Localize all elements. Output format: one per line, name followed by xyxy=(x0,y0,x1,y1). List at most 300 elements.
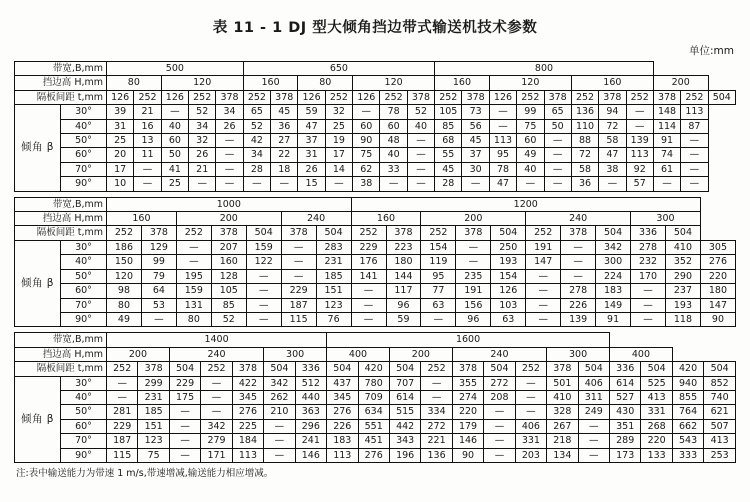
edge-height-value: 200 xyxy=(107,347,170,361)
capacity-value: — xyxy=(489,119,516,133)
edge-height-value: 240 xyxy=(452,347,546,361)
capacity-value: — xyxy=(264,448,295,462)
capacity-value: 72 xyxy=(599,119,626,133)
capacity-value: — xyxy=(353,105,380,119)
capacity-value: 73 xyxy=(462,105,489,119)
capacity-value: 113 xyxy=(626,148,653,162)
spacing-value: 252 xyxy=(201,362,232,376)
capacity-value: 90 xyxy=(700,312,735,326)
incline-angle: 90° xyxy=(61,448,107,462)
capacity-value: 299 xyxy=(138,376,169,390)
capacity-value: 99 xyxy=(141,255,176,269)
capacity-value: 328 xyxy=(547,405,578,419)
capacity-value: — xyxy=(456,240,491,254)
capacity-value: — xyxy=(216,177,243,191)
capacity-value: 855 xyxy=(672,390,703,404)
spacing-value: 378 xyxy=(281,226,316,240)
capacity-value: — xyxy=(281,269,316,283)
capacity-value: 267 xyxy=(547,419,578,433)
capacity-value: — xyxy=(246,298,281,312)
capacity-value: — xyxy=(264,419,295,433)
capacity-value: 57 xyxy=(626,177,653,191)
capacity-value: 99 xyxy=(517,105,544,119)
capacity-value: 451 xyxy=(358,434,389,448)
capacity-value: — xyxy=(681,148,708,162)
capacity-value: 21 xyxy=(134,105,161,119)
capacity-value: — xyxy=(515,390,546,404)
capacity-value: — xyxy=(216,134,243,148)
capacity-value: — xyxy=(526,284,561,298)
incline-angle: 60° xyxy=(61,284,107,298)
capacity-value: 95 xyxy=(421,269,456,283)
capacity-value: 290 xyxy=(666,269,701,283)
capacity-value: 440 xyxy=(295,390,326,404)
capacity-value: 34 xyxy=(243,148,270,162)
spacing-value: 252 xyxy=(421,362,452,376)
table-row xyxy=(15,162,736,176)
capacity-value: 103 xyxy=(491,298,526,312)
capacity-value: 60 xyxy=(353,119,380,133)
capacity-value: 65 xyxy=(243,105,270,119)
spacing-value: 378 xyxy=(407,90,434,104)
capacity-value: 173 xyxy=(610,448,641,462)
incline-angle: 60° xyxy=(61,148,107,162)
capacity-value: — xyxy=(578,434,609,448)
incline-angle: 50° xyxy=(61,405,107,419)
spacing-value: 378 xyxy=(561,226,596,240)
spacing-value: 252 xyxy=(380,90,407,104)
capacity-value: 105 xyxy=(211,284,246,298)
capacity-value: 272 xyxy=(484,376,515,390)
capacity-value: 139 xyxy=(626,134,653,148)
capacity-value: 278 xyxy=(631,240,666,254)
capacity-value: 47 xyxy=(489,177,516,191)
capacity-value: 113 xyxy=(681,105,708,119)
capacity-value: — xyxy=(599,177,626,191)
capacity-value: 113 xyxy=(232,448,263,462)
capacity-value: 45 xyxy=(462,134,489,148)
capacity-value: — xyxy=(107,376,138,390)
capacity-value: 614 xyxy=(610,376,641,390)
capacity-value: 351 xyxy=(610,419,641,433)
row-label-edge-height: 挡边高 H,mm xyxy=(15,347,107,361)
capacity-value: 136 xyxy=(571,105,598,119)
incline-angle: 70° xyxy=(61,434,107,448)
capacity-value: 96 xyxy=(456,312,491,326)
capacity-value: 507 xyxy=(704,419,736,433)
capacity-value: — xyxy=(169,448,200,462)
capacity-value: 72 xyxy=(571,148,598,162)
capacity-value: 709 xyxy=(358,390,389,404)
capacity-value: 85 xyxy=(211,298,246,312)
capacity-value: — xyxy=(526,298,561,312)
edge-height-value: 80 xyxy=(107,76,162,90)
capacity-value: 96 xyxy=(386,298,421,312)
capacity-value: 60 xyxy=(517,134,544,148)
edge-height-value: 120 xyxy=(161,76,243,90)
edge-height-value: 120 xyxy=(489,76,571,90)
data-table-1 xyxy=(14,61,736,192)
capacity-value: 27 xyxy=(271,134,298,148)
capacity-value: 37 xyxy=(462,148,489,162)
capacity-value: — xyxy=(134,177,161,191)
capacity-value: 60 xyxy=(161,134,188,148)
capacity-value: 49 xyxy=(517,148,544,162)
capacity-value: 342 xyxy=(201,419,232,433)
table-note: 注:表中输送能力为带速 1 m/s,带速增减,输送能力相应增减。 xyxy=(16,467,274,479)
capacity-value: 331 xyxy=(515,434,546,448)
capacity-value: 62 xyxy=(353,162,380,176)
capacity-value: 614 xyxy=(389,390,420,404)
capacity-value: — xyxy=(484,448,515,462)
capacity-value: 15 xyxy=(298,177,325,191)
edge-height-value: 200 xyxy=(653,76,708,90)
spacing-value: 504 xyxy=(708,90,735,104)
table-row-belt-width xyxy=(15,197,736,211)
table-block-2 xyxy=(14,197,736,328)
capacity-value: — xyxy=(176,255,211,269)
capacity-value: 76 xyxy=(316,312,351,326)
capacity-value: 88 xyxy=(571,134,598,148)
capacity-value: 36 xyxy=(571,177,598,191)
capacity-value: — xyxy=(681,134,708,148)
spacing-value: 378 xyxy=(232,362,263,376)
capacity-value: 186 xyxy=(107,240,142,254)
capacity-value: 120 xyxy=(107,269,142,283)
capacity-value: 180 xyxy=(700,284,735,298)
capacity-value: 229 xyxy=(351,240,386,254)
capacity-value: 32 xyxy=(189,134,216,148)
table-row xyxy=(15,419,736,433)
edge-height-value: 300 xyxy=(547,347,610,361)
page-title: 表 11 - 1 DJ 型大倾角挡边带式输送机技术参数 xyxy=(212,20,538,36)
capacity-value: — xyxy=(544,177,571,191)
table-row xyxy=(15,134,736,148)
spacing-value: 378 xyxy=(138,362,169,376)
spacing-value: 126 xyxy=(489,90,516,104)
capacity-value: 147 xyxy=(526,255,561,269)
capacity-value: 95 xyxy=(489,148,516,162)
table-row xyxy=(15,405,736,419)
capacity-value: — xyxy=(484,419,515,433)
spacing-value: 252 xyxy=(351,226,386,240)
belt-width-value: 1200 xyxy=(351,197,700,211)
spacing-value: 378 xyxy=(141,226,176,240)
capacity-value: 113 xyxy=(489,134,516,148)
spacing-value: 504 xyxy=(316,226,351,240)
capacity-value: — xyxy=(107,390,138,404)
capacity-value: 852 xyxy=(704,376,736,390)
capacity-value: 170 xyxy=(631,269,666,283)
capacity-value: 229 xyxy=(281,284,316,298)
spacing-value: 504 xyxy=(578,362,609,376)
capacity-value: 33 xyxy=(380,162,407,176)
capacity-value: 80 xyxy=(107,298,142,312)
edge-height-value: 160 xyxy=(243,76,298,90)
capacity-value: — xyxy=(246,269,281,283)
capacity-value: 64 xyxy=(141,284,176,298)
capacity-value: 25 xyxy=(325,119,352,133)
capacity-value: 437 xyxy=(327,376,358,390)
spacing-value: 252 xyxy=(421,226,456,240)
capacity-value: 77 xyxy=(421,284,456,298)
capacity-value: 231 xyxy=(138,390,169,404)
capacity-value: 662 xyxy=(672,419,703,433)
table-row xyxy=(15,298,736,312)
capacity-value: 117 xyxy=(386,284,421,298)
capacity-value: 25 xyxy=(161,177,188,191)
capacity-value: 333 xyxy=(672,448,703,462)
capacity-value: 25 xyxy=(107,134,134,148)
capacity-value: — xyxy=(169,405,200,419)
capacity-value: 241 xyxy=(295,434,326,448)
edge-height-value: 300 xyxy=(631,212,701,226)
table-row-belt-width xyxy=(15,62,736,76)
capacity-value: 78 xyxy=(489,162,516,176)
capacity-value: 208 xyxy=(484,390,515,404)
capacity-value: — xyxy=(484,405,515,419)
capacity-value: 20 xyxy=(107,148,134,162)
spacing-value: 252 xyxy=(626,90,653,104)
capacity-value: 250 xyxy=(491,240,526,254)
capacity-value: 50 xyxy=(544,119,571,133)
capacity-value: 276 xyxy=(327,405,358,419)
table-row xyxy=(15,255,736,269)
capacity-value: — xyxy=(462,177,489,191)
capacity-value: 146 xyxy=(452,434,483,448)
table-row xyxy=(15,148,736,162)
capacity-value: 38 xyxy=(599,162,626,176)
capacity-value: 136 xyxy=(421,448,452,462)
spacing-value: 378 xyxy=(547,362,578,376)
capacity-value: 91 xyxy=(653,134,680,148)
capacity-value: — xyxy=(681,162,708,176)
capacity-value: — xyxy=(176,240,211,254)
capacity-value: 123 xyxy=(316,298,351,312)
spacing-value: 252 xyxy=(107,362,138,376)
capacity-value: 61 xyxy=(653,162,680,176)
capacity-value: 527 xyxy=(610,390,641,404)
row-label-spacing: 隔板间距 t,mm xyxy=(15,362,107,376)
capacity-value: 42 xyxy=(243,134,270,148)
capacity-value: 621 xyxy=(704,405,736,419)
spacing-value: 378 xyxy=(452,362,483,376)
capacity-value: 278 xyxy=(561,284,596,298)
capacity-value: 113 xyxy=(327,448,358,462)
capacity-value: — xyxy=(421,390,452,404)
spacing-value: 252 xyxy=(681,90,708,104)
capacity-value: — xyxy=(631,284,666,298)
capacity-value: 41 xyxy=(161,162,188,176)
row-label-spacing: 隔板间距 t,mm xyxy=(15,90,107,104)
capacity-value: 134 xyxy=(547,448,578,462)
capacity-value: — xyxy=(246,312,281,326)
capacity-value: — xyxy=(325,177,352,191)
spacing-value: 126 xyxy=(298,90,325,104)
spacing-value: 420 xyxy=(358,362,389,376)
capacity-value: 90 xyxy=(353,134,380,148)
spacing-value: 378 xyxy=(456,226,491,240)
table-row xyxy=(15,434,736,448)
capacity-value: 422 xyxy=(232,376,263,390)
capacity-value: — xyxy=(407,134,434,148)
capacity-value: 14 xyxy=(325,162,352,176)
capacity-value: — xyxy=(578,448,609,462)
capacity-value: 30 xyxy=(462,162,489,176)
capacity-value: — xyxy=(561,269,596,283)
capacity-value: 218 xyxy=(547,434,578,448)
capacity-value: 114 xyxy=(653,119,680,133)
capacity-value: 32 xyxy=(325,105,352,119)
spacing-value: 126 xyxy=(161,90,188,104)
table-row xyxy=(15,376,736,390)
capacity-value: 91 xyxy=(596,312,631,326)
spacing-value: 252 xyxy=(176,226,211,240)
capacity-value: 276 xyxy=(700,255,735,269)
table-row xyxy=(15,177,736,191)
edge-height-value: 160 xyxy=(351,212,421,226)
capacity-value: 119 xyxy=(421,255,456,269)
capacity-value: 128 xyxy=(211,269,246,283)
row-label-belt-width: 带宽,B,mm xyxy=(15,62,107,76)
capacity-value: 331 xyxy=(641,405,672,419)
capacity-value: 58 xyxy=(571,162,598,176)
capacity-value: 141 xyxy=(351,269,386,283)
capacity-value: 26 xyxy=(298,162,325,176)
edge-height-value: 200 xyxy=(176,212,281,226)
table-row-spacing xyxy=(15,362,736,376)
capacity-value: 764 xyxy=(672,405,703,419)
edge-height-value: 120 xyxy=(353,76,435,90)
capacity-value: 37 xyxy=(298,134,325,148)
row-label-incline: 倾角 β xyxy=(15,240,61,326)
spacing-value: 378 xyxy=(544,90,571,104)
capacity-value: 185 xyxy=(316,269,351,283)
capacity-value: 352 xyxy=(666,255,701,269)
capacity-value: 28 xyxy=(243,162,270,176)
capacity-value: 176 xyxy=(351,255,386,269)
belt-width-value: 1600 xyxy=(327,333,610,347)
incline-angle: 70° xyxy=(61,162,107,176)
incline-angle: 40° xyxy=(61,119,107,133)
capacity-value: 237 xyxy=(666,284,701,298)
capacity-value: — xyxy=(561,240,596,254)
capacity-value: 279 xyxy=(201,434,232,448)
capacity-value: — xyxy=(161,105,188,119)
capacity-value: 40 xyxy=(161,119,188,133)
table-row-belt-width xyxy=(15,333,736,347)
table-row xyxy=(15,105,736,119)
spacing-value: 378 xyxy=(271,90,298,104)
capacity-value: 18 xyxy=(271,162,298,176)
spacing-value: 504 xyxy=(596,226,631,240)
spacing-value: 504 xyxy=(264,362,295,376)
capacity-value: — xyxy=(134,162,161,176)
edge-height-value: 160 xyxy=(107,212,177,226)
capacity-value: 740 xyxy=(704,390,736,404)
table-row-spacing xyxy=(15,90,736,104)
table-row xyxy=(15,240,736,254)
capacity-value: 50 xyxy=(161,148,188,162)
capacity-value: 55 xyxy=(435,148,462,162)
capacity-value: 171 xyxy=(201,448,232,462)
capacity-value: 183 xyxy=(596,284,631,298)
table-row xyxy=(15,390,736,404)
capacity-value: — xyxy=(456,255,491,269)
capacity-value: 17 xyxy=(325,148,352,162)
capacity-value: — xyxy=(351,312,386,326)
capacity-value: 36 xyxy=(271,119,298,133)
capacity-value: — xyxy=(169,419,200,433)
spacing-value: 504 xyxy=(484,362,515,376)
capacity-value: 281 xyxy=(107,405,138,419)
capacity-value: 226 xyxy=(561,298,596,312)
capacity-value: 342 xyxy=(264,376,295,390)
capacity-value: 515 xyxy=(389,405,420,419)
capacity-value: 74 xyxy=(653,148,680,162)
capacity-value: 147 xyxy=(700,298,735,312)
capacity-value: 175 xyxy=(169,390,200,404)
capacity-value: 413 xyxy=(641,390,672,404)
capacity-value: 221 xyxy=(421,434,452,448)
capacity-value: 78 xyxy=(380,105,407,119)
capacity-value: 235 xyxy=(456,269,491,283)
spacing-value: 504 xyxy=(169,362,200,376)
capacity-value: 253 xyxy=(704,448,736,462)
capacity-value: 334 xyxy=(421,405,452,419)
capacity-value: — xyxy=(526,312,561,326)
capacity-value: 80 xyxy=(176,312,211,326)
capacity-value: 151 xyxy=(138,419,169,433)
table-block-3 xyxy=(14,332,736,463)
capacity-value: — xyxy=(517,177,544,191)
capacity-value: — xyxy=(281,255,316,269)
capacity-value: 31 xyxy=(298,148,325,162)
table-row xyxy=(15,448,736,462)
capacity-value: — xyxy=(271,177,298,191)
edge-height-value: 200 xyxy=(421,212,526,226)
capacity-value: — xyxy=(246,284,281,298)
capacity-value: 52 xyxy=(189,105,216,119)
capacity-value: 226 xyxy=(327,419,358,433)
capacity-value: 283 xyxy=(316,240,351,254)
capacity-value: 79 xyxy=(141,269,176,283)
capacity-value: 122 xyxy=(246,255,281,269)
incline-angle: 40° xyxy=(61,390,107,404)
capacity-value: 225 xyxy=(232,419,263,433)
capacity-value: — xyxy=(421,376,452,390)
capacity-value: 410 xyxy=(666,240,701,254)
data-table-3 xyxy=(14,332,736,463)
capacity-value: 780 xyxy=(358,376,389,390)
capacity-value: 207 xyxy=(211,240,246,254)
row-label-edge-height: 挡边高 H,mm xyxy=(15,76,107,90)
capacity-value: 26 xyxy=(216,119,243,133)
capacity-value: — xyxy=(380,177,407,191)
capacity-value: 68 xyxy=(435,134,462,148)
capacity-value: 58 xyxy=(599,134,626,148)
row-label-belt-width: 带宽,B,mm xyxy=(15,333,107,347)
capacity-value: — xyxy=(351,284,386,298)
capacity-value: 220 xyxy=(700,269,735,283)
capacity-value: 249 xyxy=(578,405,609,419)
capacity-value: 156 xyxy=(456,298,491,312)
capacity-value: 52 xyxy=(211,312,246,326)
spacing-value: 336 xyxy=(295,362,326,376)
capacity-value: 87 xyxy=(681,119,708,133)
spacing-value: 504 xyxy=(641,362,672,376)
capacity-value: — xyxy=(243,177,270,191)
